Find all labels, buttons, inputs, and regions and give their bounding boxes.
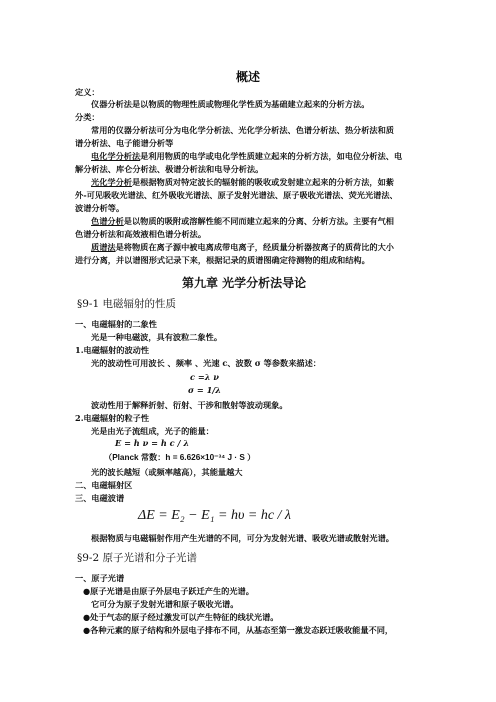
mass-spec-term: 质谱法 bbox=[91, 242, 116, 252]
electrochemical-term: 电化学分析法 bbox=[91, 151, 141, 161]
electrochemical-paragraph-line2: 解分析法、库仑分析法、极谱分析法和电导分析法。 bbox=[75, 164, 264, 174]
section-1-title: §9-1 电磁辐射的性质 bbox=[77, 298, 176, 310]
electrochemical-paragraph-line1: 电化学分析法是利用物质的电学或电化学性质建立起来的分析方法，如电位分析法、电 bbox=[91, 151, 403, 161]
optical-paragraph-line1: 光化学分析是根据物质对特定波长的辐射能的吸收或发射建立起来的分析方法，如紫 bbox=[91, 177, 394, 187]
s1-item1-text: 光是一种电磁波，具有波粒二象性。 bbox=[91, 332, 223, 342]
s2-bullet2: ●处于气态的原子经过激发可以产生特征的线状光谱。 bbox=[83, 612, 279, 622]
optical-paragraph-line3: 波谱分析等。 bbox=[75, 203, 125, 213]
s1-sub1-title: 1.电磁辐射的波动性 bbox=[75, 345, 150, 355]
classification-label: 分类： bbox=[75, 112, 100, 122]
mass-spec-paragraph-line2: 进行分离，并以谱图形式记录下来，根据记录的质谱图确定待测物的组成和结构。 bbox=[75, 255, 370, 265]
s2-item1-title: 一、原子光谱 bbox=[75, 573, 125, 583]
s1-item3-text: 根据物质与电磁辐射作用产生光谱的不同，可分为发射光谱、吸收光谱或散射光谱。 bbox=[91, 533, 394, 543]
chromatography-paragraph-line1: 色谱分析是以物质的吸附或溶解性能不同而建立起来的分离、分析方法。主要有气相 bbox=[91, 216, 394, 226]
s1-item1-title: 一、电磁辐射的二象性 bbox=[75, 319, 157, 329]
s2-bullet1: ●原子光谱是由原子外层电子跃迁产生的光谱。 bbox=[83, 586, 254, 596]
optical-paragraph-line2: 外-可见吸收光谱法、红外吸收光谱法、原子发射光谱法、原子吸收光谱法、荧光光谱法、 bbox=[75, 190, 398, 200]
mass-spec-paragraph-line1: 质谱法是将物质在离子源中被电离成带电离子，经质量分析器按离子的质荷比的大小 bbox=[91, 242, 394, 252]
definition-label: 定义： bbox=[75, 87, 100, 97]
classification-intro-line1: 常用的仪器分析法可分为电化学分析法、光化学分析法、色谱分析法、热分析法和质 bbox=[91, 125, 394, 135]
s1-sub2-note: 光的波长越短（或频率越高），其能量越大 bbox=[91, 467, 243, 477]
equation-wave-speed: c =λ ν bbox=[190, 372, 219, 382]
s1-sub2-title: 2.电磁辐射的粒子性 bbox=[75, 413, 150, 423]
chromatography-paragraph-line2: 色谱分析法和高效液相色谱分析法。 bbox=[75, 229, 207, 239]
s1-sub1-note: 波动性用于解释折射、衍射、干涉和散射等波动现象。 bbox=[91, 400, 288, 410]
s1-sub2-text: 光是由光子流组成，光子的能量： bbox=[91, 426, 214, 436]
energy-transition-equation: ΔE = E₂ − E₁ = hυ = hc / λ bbox=[138, 508, 291, 523]
optical-term: 光化学分析 bbox=[91, 177, 132, 187]
definition-text: 仪器分析法是以物质的物理性质或物理化学性质为基础建立起来的分析方法。 bbox=[91, 99, 370, 109]
equation-wavenumber: σ = 1/λ bbox=[188, 385, 222, 395]
s2-bullet1-sub: 它可分为原子发射光谱和原子吸收光谱。 bbox=[91, 599, 239, 609]
chromatography-term: 色谱分析 bbox=[91, 216, 124, 226]
equation-photon-energy: E = h ν = h c / λ bbox=[115, 438, 190, 448]
s2-bullet3: ●各种元素的原子结构和外层电子排布不同，从基态至第一激发态跃迁吸收能量不同， bbox=[83, 625, 394, 635]
chapter-title: 第九章 光学分析法导论 bbox=[182, 276, 307, 290]
s1-item3-title: 三、电磁波谱 bbox=[75, 493, 125, 503]
s1-item2-title: 二、电磁辐射区 bbox=[75, 480, 133, 490]
section-2-title: §9-2 原子光谱和分子光谱 bbox=[77, 552, 197, 564]
page-title: 概述 bbox=[236, 70, 261, 84]
planck-constant: （Planck 常数：h = 6.626×10⁻³⁴ J · S ） bbox=[104, 453, 256, 462]
s1-sub1-text: 光的波动性可用波长 、频率 、光速 c、波数 σ 等参数来描述： bbox=[91, 358, 321, 368]
classification-intro-line2: 谱分析法、电子能谱分析等 bbox=[75, 138, 174, 148]
